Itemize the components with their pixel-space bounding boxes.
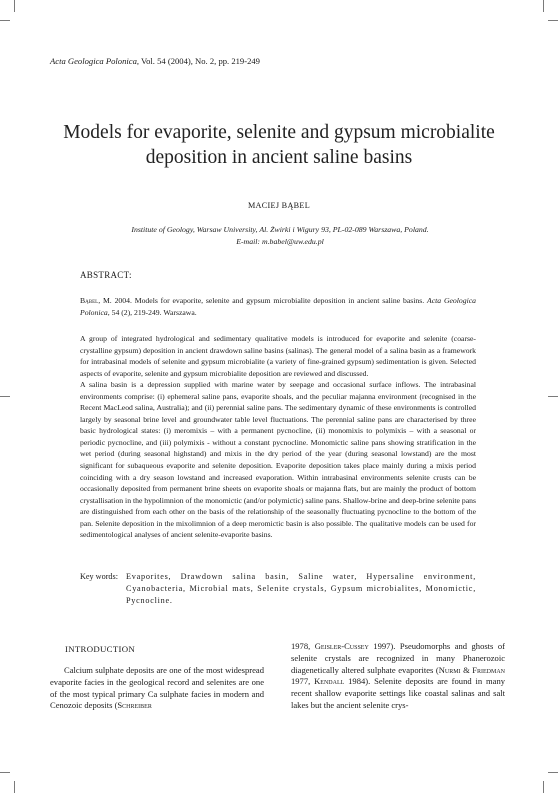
- intro-right-text: 1978,: [291, 641, 315, 651]
- journal-name: Acta Geologica Polonica: [50, 56, 137, 66]
- intro-left-text: Calcium sulphate deposits are one of the most widespread evaporite facies in the geological record and selenites are one of the most typical primary Ca sulphate facies in modern and Cenozoic deposits (: [50, 665, 264, 711]
- title-line-2: deposition in ancient saline basins: [145, 147, 413, 168]
- intro-right-reference: Kendall: [314, 676, 345, 687]
- affiliation: [80, 224, 480, 247]
- intro-right-text: 1984). Selenite deposits are found in many recent shallow evaporite settings like coastal salinas and salt lakes but the ancient selenite crys-: [291, 676, 505, 710]
- crop-mark: [548, 772, 558, 773]
- crop-mark: [548, 396, 558, 397]
- crop-mark: [543, 781, 544, 793]
- abstract-body: [80, 333, 476, 541]
- keywords-list: Evaporites, Drawdown salina basin, Saline water, Hypersaline environment, Cyanobacteria, Microbial mats, Selenite crystals, Gypsum microbialites, Monomictic, Pycnocline.: [126, 572, 476, 605]
- crop-mark: [0, 396, 10, 397]
- intro-right-text: 1997). Pseudomorphs and ghosts of selenite crystals are recognized in many Phanerozoic diagenetically altered sulphate evaporites (: [291, 641, 505, 675]
- section-heading-introduction: INTRODUCTION: [65, 644, 136, 654]
- abstract-paragraph-1: A group of integrated hydrological and sedimentary qualitative models is introduced for evaporite and selenite (coarse-crystalline gypsum) deposition in ancient drawdown saline basins (salinas). The general model of a salina basin as a framework for intrabasinal models of selenite and gypsum microbialite (a variety of fine-grained gypsum) sedimentation is given. Selected aspects of evaporite, selenite and gypsum microbialite deposition are reviewed and discussed.: [80, 334, 476, 378]
- citation-text: , M. 2004. Models for evaporite, selenite and gypsum microbialite deposition in ancient saline basins.: [98, 296, 428, 305]
- crop-mark: [14, 781, 15, 793]
- affiliation-address: Institute of Geology, Warsaw University, Al. Żwirki i Wigury 93, PL-02-089 Warszawa, Poland.: [131, 225, 429, 234]
- intro-right-reference: Friedman: [472, 664, 505, 675]
- intro-right-text: 1977,: [291, 676, 315, 687]
- title-line-1: Models for evaporite, selenite and gypsum microbialite: [63, 122, 495, 143]
- intro-column-right: [291, 641, 505, 712]
- author-email: E-mail: m.babel@uw.edu.pl: [236, 236, 324, 246]
- crop-mark: [14, 0, 15, 12]
- citation: [80, 295, 476, 318]
- paper-title: [0, 120, 558, 170]
- abstract-paragraph-2: A salina basin is a depression supplied with marine water by seepage and occasional surface inflows. The intrabasinal environments comprise: (i) ephemeral saline pans, evaporite shoals, and the peculiar majanna environment (recognised in the Recent MacLeod salina, Australia); and (ii) perennial saline pans. The sedimentary dynamic of these environments is controlled largely by seasonal brine level and groundwater table level fluctuations. The perennial saline pans are characterised by three basic hydrological states: (i) meromixis – with a permanent pycnocline, (ii) monomixis to polymixis – with a seasonal or periodic pycnocline, and (iii) polymixis - without a constant pycnocline. Monomictic saline pans showing stratification in the wet period (during seasonal highstand) and mixis in the dry period of the year (during seasonal lowstand) are the most significant for subaqueous evaporite and selenite deposition. Evaporite deposition takes place mainly during a mixis period coinciding with a dry season lowstand and increased evaporation. Within intrabasinal environments selenite crusts can be occasionally deposited from permanent brine sheets on evaporite shoals or majanna flats, but are mainly the product of bottom crystallisation in the hypolimnion of the monomictic (and/or polymictic) saline pans. Shallow-brine and deep-brine selenite pans are distinguished from each other on the basis of the relationship of the seasonally fluctuating pycnocline to the bottom of the pan. Selenite deposition in the mixolimnion of a deep meromictic basin is also possible. The qualitative models can be used for sedimentological analyses of ancient selenite-evaporite basins.: [80, 380, 476, 540]
- author-name: MACIEJ BĄBEL: [247, 201, 311, 210]
- crop-mark: [0, 20, 10, 21]
- intro-right-reference: Nurmi: [438, 664, 461, 675]
- intro-right-reference: Geisler-Cussey: [314, 641, 369, 651]
- intro-column-left: [50, 665, 264, 712]
- crop-mark: [548, 20, 558, 21]
- abstract-heading: ABSTRACT:: [80, 270, 132, 280]
- crop-mark: [0, 772, 10, 773]
- citation-rest: , 54 (2), 219-249. Warszawa.: [107, 307, 197, 317]
- intro-left-reference: Schreiber: [117, 700, 152, 711]
- citation-journal: Acta Geologica Polonica: [80, 296, 476, 317]
- journal-details: , Vol. 54 (2004), No. 2, pp. 219-249: [136, 56, 260, 66]
- citation-author: Bąbel: [80, 296, 99, 305]
- intro-right-text: &: [460, 664, 473, 675]
- crop-mark: [543, 0, 544, 12]
- running-header: [50, 56, 260, 66]
- keywords-label: Key words:: [80, 572, 118, 581]
